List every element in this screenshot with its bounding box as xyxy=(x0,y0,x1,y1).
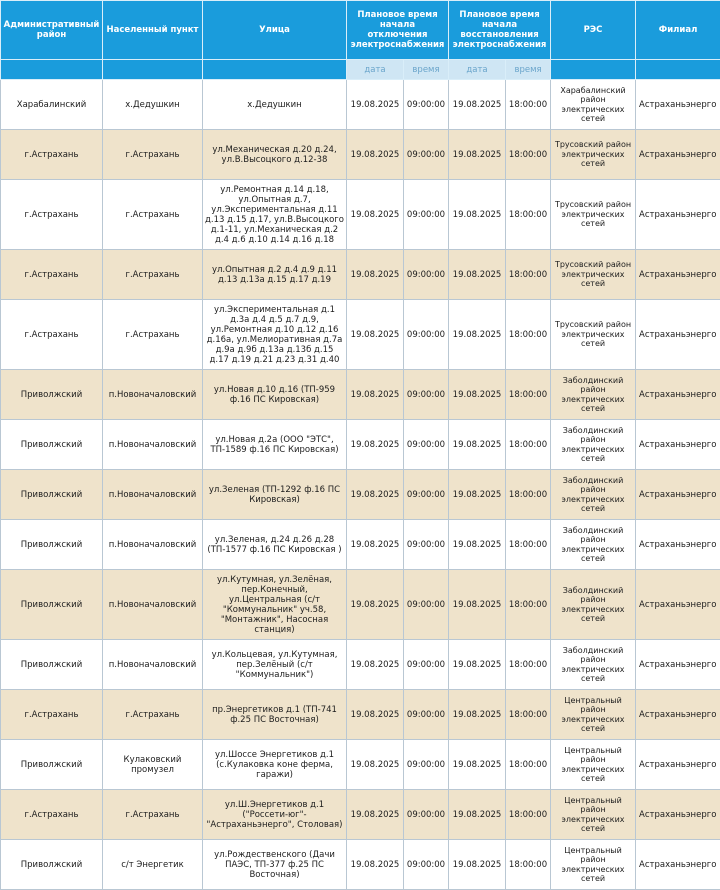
cell-off-time: 09:00:00 xyxy=(404,180,449,250)
cell-region: г.Астрахань xyxy=(1,250,103,300)
subheader-blank xyxy=(203,60,347,80)
cell-on-date: 19.08.2025 xyxy=(449,740,506,790)
cell-filial: Астраханьэнерго xyxy=(636,520,720,570)
header-res: РЭС xyxy=(551,1,636,60)
cell-off-time: 09:00:00 xyxy=(404,80,449,130)
cell-off-time: 09:00:00 xyxy=(404,570,449,640)
cell-off-date: 19.08.2025 xyxy=(347,520,404,570)
cell-filial: Астраханьэнерго xyxy=(636,790,720,840)
cell-off-time: 09:00:00 xyxy=(404,690,449,740)
cell-off-time: 09:00:00 xyxy=(404,640,449,690)
cell-filial: Астраханьэнерго xyxy=(636,130,720,180)
cell-on-time: 18:00:00 xyxy=(506,250,551,300)
cell-off-time: 09:00:00 xyxy=(404,130,449,180)
cell-on-time: 18:00:00 xyxy=(506,370,551,420)
subheader-blank xyxy=(636,60,720,80)
cell-off-date: 19.08.2025 xyxy=(347,250,404,300)
cell-on-date: 19.08.2025 xyxy=(449,180,506,250)
table-row xyxy=(1,180,720,250)
header-restore-time: Плановое время начала восстановления электроснабжения xyxy=(449,1,551,60)
cell-region: Приволжский xyxy=(1,840,103,890)
cell-settlement: п.Новоначаловский xyxy=(103,520,203,570)
cell-res: Заболдинский район электрических сетей xyxy=(551,570,636,640)
cell-on-date: 19.08.2025 xyxy=(449,570,506,640)
cell-on-date: 19.08.2025 xyxy=(449,690,506,740)
cell-off-date: 19.08.2025 xyxy=(347,640,404,690)
cell-on-time: 18:00:00 xyxy=(506,790,551,840)
cell-off-date: 19.08.2025 xyxy=(347,180,404,250)
cell-off-date: 19.08.2025 xyxy=(347,370,404,420)
cell-off-time: 09:00:00 xyxy=(404,470,449,520)
cell-off-time: 09:00:00 xyxy=(404,420,449,470)
cell-filial: Астраханьэнерго xyxy=(636,640,720,690)
table-row xyxy=(1,520,720,570)
cell-on-time: 18:00:00 xyxy=(506,840,551,890)
cell-settlement: г.Астрахань xyxy=(103,180,203,250)
cell-region: Харабалинский xyxy=(1,80,103,130)
cell-region: г.Астрахань xyxy=(1,180,103,250)
cell-street: ул.Опытная д.2 д.4 д.9 д.11 д.13 д.13а д.15 д.17 д.19 xyxy=(203,250,347,300)
cell-off-date: 19.08.2025 xyxy=(347,80,404,130)
table-body xyxy=(1,80,720,890)
cell-off-date: 19.08.2025 xyxy=(347,470,404,520)
cell-on-date: 19.08.2025 xyxy=(449,790,506,840)
cell-filial: Астраханьэнерго xyxy=(636,420,720,470)
table-row xyxy=(1,690,720,740)
cell-region: г.Астрахань xyxy=(1,690,103,740)
table-row xyxy=(1,790,720,840)
cell-off-time: 09:00:00 xyxy=(404,370,449,420)
subheader-blank xyxy=(551,60,636,80)
cell-on-date: 19.08.2025 xyxy=(449,130,506,180)
cell-region: г.Астрахань xyxy=(1,130,103,180)
subheader-off-time: время xyxy=(404,60,449,80)
cell-res: Трусовский район электрических сетей xyxy=(551,130,636,180)
cell-off-date: 19.08.2025 xyxy=(347,740,404,790)
cell-street: пр.Энергетиков д.1 (ТП-741 ф.25 ПС Восточная) xyxy=(203,690,347,740)
table-row xyxy=(1,640,720,690)
table-header xyxy=(1,1,720,80)
cell-street: ул.Шоссе Энергетиков д.1 (с.Кулаковка коне ферма, гаражи) xyxy=(203,740,347,790)
cell-filial: Астраханьэнерго xyxy=(636,370,720,420)
cell-res: Заболдинский район электрических сетей xyxy=(551,420,636,470)
cell-off-time: 09:00:00 xyxy=(404,740,449,790)
cell-on-date: 19.08.2025 xyxy=(449,840,506,890)
cell-on-time: 18:00:00 xyxy=(506,300,551,370)
cell-on-time: 18:00:00 xyxy=(506,80,551,130)
table-row xyxy=(1,370,720,420)
cell-region: Приволжский xyxy=(1,370,103,420)
cell-filial: Астраханьэнерго xyxy=(636,470,720,520)
cell-off-time: 09:00:00 xyxy=(404,300,449,370)
cell-off-time: 09:00:00 xyxy=(404,250,449,300)
cell-res: Трусовский район электрических сетей xyxy=(551,300,636,370)
cell-settlement: п.Новоначаловский xyxy=(103,640,203,690)
table-row xyxy=(1,300,720,370)
cell-off-date: 19.08.2025 xyxy=(347,570,404,640)
cell-filial: Астраханьэнерго xyxy=(636,840,720,890)
cell-street: ул.Зеленая, д.24 д.26 д.28 (ТП-1577 ф.16 ПС Кировская ) xyxy=(203,520,347,570)
cell-settlement: Кулаковский промузел xyxy=(103,740,203,790)
cell-res: Центральный район электрических сетей xyxy=(551,840,636,890)
cell-off-date: 19.08.2025 xyxy=(347,130,404,180)
cell-on-date: 19.08.2025 xyxy=(449,80,506,130)
table-row xyxy=(1,740,720,790)
cell-street: ул.Кольцевая, ул.Кутумная, пер.Зелёный (с/т "Коммунальник") xyxy=(203,640,347,690)
cell-region: Приволжский xyxy=(1,420,103,470)
cell-region: Приволжский xyxy=(1,740,103,790)
cell-on-date: 19.08.2025 xyxy=(449,470,506,520)
cell-on-time: 18:00:00 xyxy=(506,180,551,250)
cell-res: Заболдинский район электрических сетей xyxy=(551,370,636,420)
cell-on-date: 19.08.2025 xyxy=(449,640,506,690)
cell-on-date: 19.08.2025 xyxy=(449,520,506,570)
cell-off-date: 19.08.2025 xyxy=(347,690,404,740)
cell-on-time: 18:00:00 xyxy=(506,130,551,180)
cell-settlement: г.Астрахань xyxy=(103,250,203,300)
cell-on-time: 18:00:00 xyxy=(506,570,551,640)
subheader-on-date: дата xyxy=(449,60,506,80)
cell-region: г.Астрахань xyxy=(1,300,103,370)
cell-street: ул.Новая д.2а (ООО "ЭТС", ТП-1589 ф.16 ПС Кировская) xyxy=(203,420,347,470)
table-row xyxy=(1,80,720,130)
cell-off-time: 09:00:00 xyxy=(404,790,449,840)
cell-region: г.Астрахань xyxy=(1,790,103,840)
table-row xyxy=(1,570,720,640)
cell-settlement: г.Астрахань xyxy=(103,300,203,370)
cell-on-time: 18:00:00 xyxy=(506,520,551,570)
cell-street: ул.Кутумная, ул.Зелёная, пер.Конечный, ул.Центральная (с/т "Коммунальник" уч.58, "Монтажник", Насосная станция) xyxy=(203,570,347,640)
cell-settlement: с/т Энергетик xyxy=(103,840,203,890)
cell-settlement: п.Новоначаловский xyxy=(103,570,203,640)
cell-region: Приволжский xyxy=(1,570,103,640)
header-off-time: Плановое время начала отключения электроснабжения xyxy=(347,1,449,60)
cell-on-time: 18:00:00 xyxy=(506,740,551,790)
table-row xyxy=(1,840,720,890)
table-row xyxy=(1,130,720,180)
cell-settlement: г.Астрахань xyxy=(103,790,203,840)
cell-res: Трусовский район электрических сетей xyxy=(551,250,636,300)
cell-res: Заболдинский район электрических сетей xyxy=(551,520,636,570)
cell-off-time: 09:00:00 xyxy=(404,840,449,890)
cell-street: ул.Ш.Энергетиков д.1 ("Россети-юг"- "Астраханьэнерго", Столовая) xyxy=(203,790,347,840)
cell-region: Приволжский xyxy=(1,520,103,570)
subheader-on-time: время xyxy=(506,60,551,80)
cell-res: Центральный район электрических сетей xyxy=(551,740,636,790)
cell-filial: Астраханьэнерго xyxy=(636,300,720,370)
cell-on-date: 19.08.2025 xyxy=(449,250,506,300)
cell-street: ул.Экспериментальная д.1 д.3а д.4 д.5 д.7 д.9, ул.Ремонтная д.10 д.12 д.16 д.16а, ул.Мелиоративная д.7а д.9а д.9б д.13а д.13б д.15 д.17 д.19 д.21 д.23 д.31 д.40 xyxy=(203,300,347,370)
cell-res: Заболдинский район электрических сетей xyxy=(551,470,636,520)
cell-street: ул.Ремонтная д.14 д.18, ул.Опытная д.7, ул.Экспериментальная д.11 д.13 д.15 д.17, ул.В.Высоцкого д.1-11, ул.Механическая д.2 д.4 д.6 д.10 д.14 д.16 д.18 xyxy=(203,180,347,250)
subheader-blank xyxy=(103,60,203,80)
cell-settlement: п.Новоначаловский xyxy=(103,370,203,420)
cell-on-time: 18:00:00 xyxy=(506,640,551,690)
cell-filial: Астраханьэнерго xyxy=(636,80,720,130)
cell-settlement: п.Новоначаловский xyxy=(103,470,203,520)
cell-res: Заболдинский район электрических сетей xyxy=(551,640,636,690)
cell-on-date: 19.08.2025 xyxy=(449,370,506,420)
cell-on-time: 18:00:00 xyxy=(506,420,551,470)
cell-settlement: п.Новоначаловский xyxy=(103,420,203,470)
cell-settlement: г.Астрахань xyxy=(103,130,203,180)
cell-region: Приволжский xyxy=(1,470,103,520)
cell-street: ул.Механическая д.20 д.24, ул.В.Высоцкого д.12-38 xyxy=(203,130,347,180)
cell-res: Центральный район электрических сетей xyxy=(551,790,636,840)
cell-settlement: х.Дедушкин xyxy=(103,80,203,130)
cell-off-date: 19.08.2025 xyxy=(347,840,404,890)
header-region: Административный район xyxy=(1,1,103,60)
subheader-blank xyxy=(1,60,103,80)
cell-res: Харабалинский район электрических сетей xyxy=(551,80,636,130)
subheader-off-date: дата xyxy=(347,60,404,80)
header-settlement: Населенный пункт xyxy=(103,1,203,60)
cell-on-time: 18:00:00 xyxy=(506,690,551,740)
cell-street: ул.Новая д.10 д.16 (ТП-959 ф.16 ПС Кировская) xyxy=(203,370,347,420)
cell-filial: Астраханьэнерго xyxy=(636,690,720,740)
cell-street: ул.Зеленая (ТП-1292 ф.16 ПС Кировская) xyxy=(203,470,347,520)
cell-off-date: 19.08.2025 xyxy=(347,420,404,470)
header-filial: Филиал xyxy=(636,1,720,60)
cell-off-time: 09:00:00 xyxy=(404,520,449,570)
cell-street: ул.Рождественского (Дачи ПАЭС, ТП-377 ф.25 ПС Восточная) xyxy=(203,840,347,890)
cell-on-time: 18:00:00 xyxy=(506,470,551,520)
cell-off-date: 19.08.2025 xyxy=(347,790,404,840)
cell-settlement: г.Астрахань xyxy=(103,690,203,740)
header-street: Улица xyxy=(203,1,347,60)
cell-filial: Астраханьэнерго xyxy=(636,180,720,250)
cell-res: Трусовский район электрических сетей xyxy=(551,180,636,250)
cell-on-date: 19.08.2025 xyxy=(449,420,506,470)
table-row xyxy=(1,250,720,300)
cell-filial: Астраханьэнерго xyxy=(636,570,720,640)
cell-region: Приволжский xyxy=(1,640,103,690)
cell-off-date: 19.08.2025 xyxy=(347,300,404,370)
cell-res: Центральный район электрических сетей xyxy=(551,690,636,740)
cell-street: х.Дедушкин xyxy=(203,80,347,130)
cell-filial: Астраханьэнерго xyxy=(636,250,720,300)
table-row xyxy=(1,470,720,520)
cell-filial: Астраханьэнерго xyxy=(636,740,720,790)
table-row xyxy=(1,420,720,470)
cell-on-date: 19.08.2025 xyxy=(449,300,506,370)
